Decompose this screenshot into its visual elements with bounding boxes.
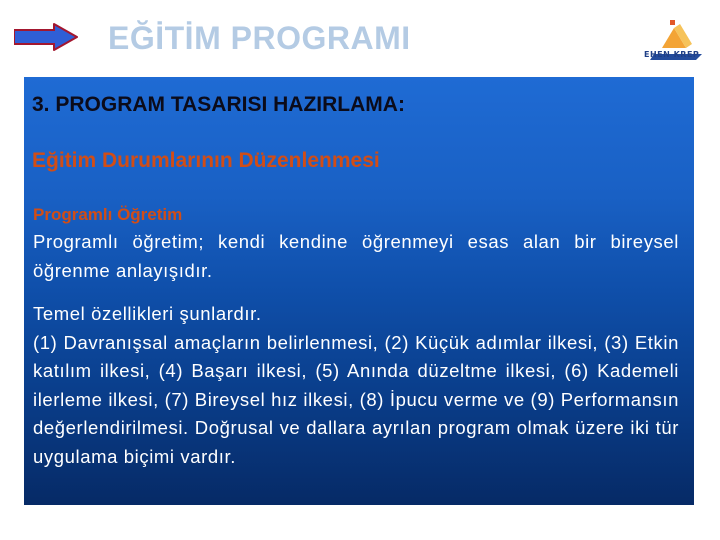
logo-icon [636,14,706,68]
right-arrow-icon[interactable] [14,22,78,52]
definition-paragraph: Programlı öğretim; kendi kendine öğrenmeyi esas alan bir bireysel öğrenme anlayışıdır. [33,231,679,281]
section-heading: 3. PROGRAM TASARISI HAZIRLAMA: [32,93,405,116]
page-title: EĞİTİM PROGRAMI [108,20,411,56]
topic-title: Programlı Öğretim [33,205,183,224]
section-subheading: Eğitim Durumlarının Düzenlenmesi [32,149,380,172]
logo-text: EHEN KREP [644,50,700,59]
features-paragraph [33,300,679,471]
features-intro: Temel özellikleri şunlardır. [33,303,262,324]
features-list: (1) Davranışsal amaçların belirlenmesi, (2) Küçük adımlar ilkesi, (3) Etkin katılım ilkesi, (4) Başarı ilkesi, (5) Anında düzeltme ilkesi, (6) Kademeli ilerleme ilkesi, (7) Bireysel hız ilkesi, (8) İpucu verme ve (9) Performansın değerlendirilmesi. Doğrusal ve dallara ayrılan program olmak üzere iki tür uygulama biçimi vardır. [33,331,679,467]
